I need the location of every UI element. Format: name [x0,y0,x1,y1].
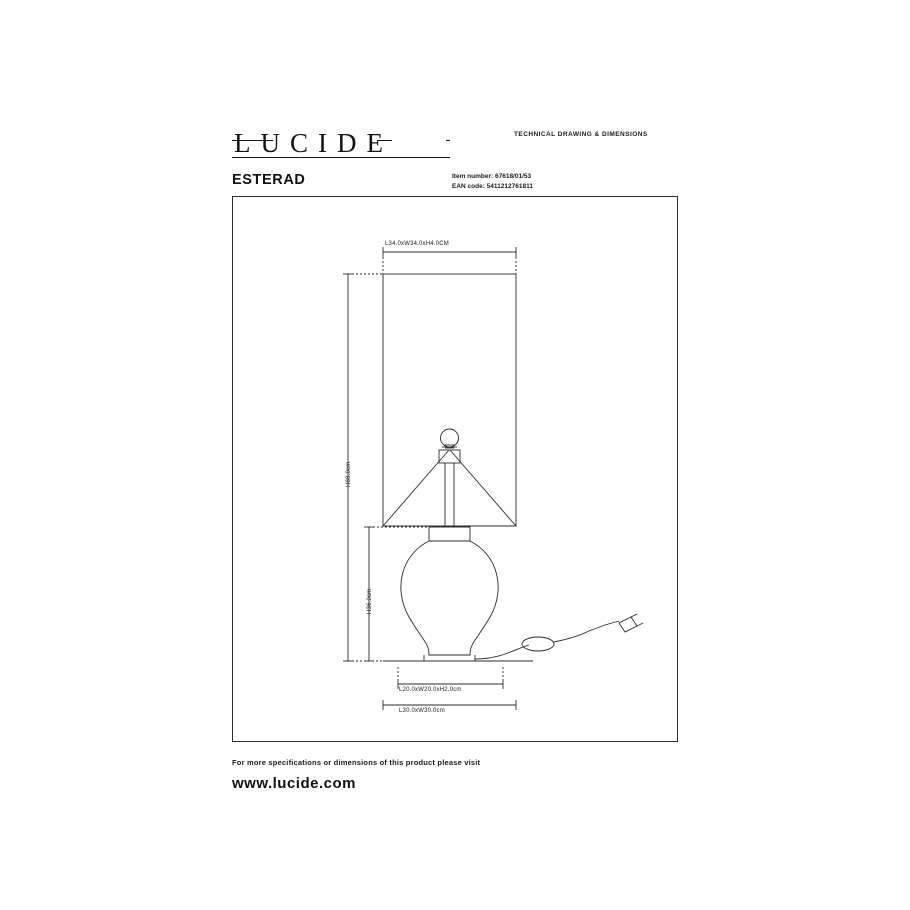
lamp-base-outline [401,527,498,655]
inline-switch [522,637,554,651]
base-height-label: H36.0cm [367,588,373,614]
footer-url[interactable]: www.lucide.com [232,775,356,792]
page-title: ESTERAD [232,172,306,188]
ean-value: 5411212761811 [486,183,533,190]
technical-drawing-frame [232,196,678,742]
plug-outline [619,617,637,632]
total-height-label: H88.0cm [346,461,352,487]
brand-wordmark: LUCIDE [234,128,393,158]
item-number-value: 67618/01/53 [494,173,532,180]
lamp-foot-outline [424,655,475,661]
product-meta [452,172,533,192]
technical-drawing [233,197,679,743]
lamp-drawing-svg [233,197,679,743]
lampshade-outline [383,274,516,526]
power-cord [475,645,529,659]
socket-outline [439,450,460,463]
footer-note: For more specifications or dimensions of this product please visit [232,758,481,767]
base-inner-dimension-label: L20.0xW20.0xH2.0cm [399,687,462,693]
logo-mask-right [392,135,446,143]
base-outer-dimension-label: L30.0xW30.0cm [399,708,445,714]
ean-row [452,182,533,192]
power-cord-2 [554,631,589,642]
bulb-outline [441,429,459,447]
document-kind-label: TECHNICAL DRAWING & DIMENSIONS [514,131,648,138]
ean-label: EAN code: [452,183,485,190]
item-number-row [452,172,533,182]
item-number-label: Item number: [452,173,494,180]
shade-dimension-label: L34.0xW34.0xH4.0CM [385,241,449,247]
brand-logo [232,126,452,160]
